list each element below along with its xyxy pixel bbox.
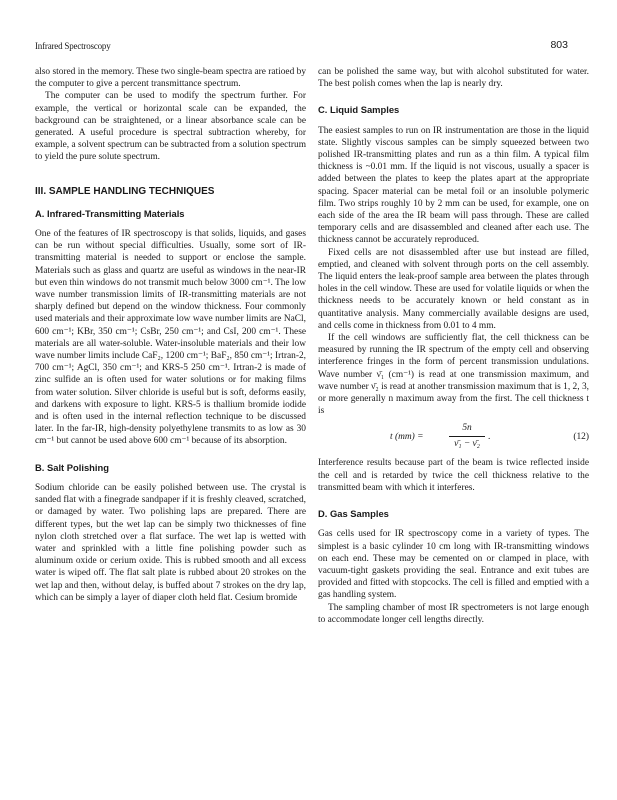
equation-label: (12) <box>573 432 589 443</box>
paragraph: also stored in the memory. These two single-beam spectra are ratioed by the computer to give a percent transmittance spectrum. <box>35 67 307 90</box>
paragraph: The easiest samples to run on IR instrumentation are those in the liquid state. Slightly viscous samples can be simply squeezed between two polished IR-transmitting plates and run as a thin film. A typical film thickness is ~0.01 mm. If the liquid is not viscous, usually a spacer is added between the plates to keep the plates apart at the appropriate spacing. Spacer material can be metal foil or an insoluble polymeric film. Two strips roughly 10 by 2 mm can be used, for example, one on each side of the area the IR beam will pass through. These are called temporary cells and are disassembled and cleaned after each use. The thickness cannot be accurately reproduced. <box>318 125 589 246</box>
paragraph: Fixed cells are not disassembled after use but instead are filled, emptied, and cleaned with solvent through ports on the cell assembly. The liquid enters the leak-proof sample area between the plates through holes in the cell window. These are used for volatile liquids or when the thickness needs to be accurately known or held constant as in quantitative analysis. Many commercially available designs are used, and cells come in thickness from 0.01 to 4 mm. <box>318 247 589 331</box>
subsection-heading: C. Liquid Samples <box>318 104 400 116</box>
right-column <box>318 66 589 626</box>
left-column <box>35 66 306 604</box>
paragraph: can be polished the same way, but with alcohol substituted for water. The best polish comes when the lap is nearly dry. <box>318 67 589 90</box>
paragraph: Sodium chloride can be easily polished between use. The crystal is sanded flat with a finegrade sandpaper if it is freshly cleaved, scratched, or damaged by water. Two polishing laps are prepared. There are different types, but the wet lap can be simply two thicknesses of fine nylon cloth stretched over a flat surface. The wet lap is wetted with water and sprinkled with a little fine polishing powder such as aluminum oxide or cerium oxide. This is rubbed smooth and all excess water is wiped off. The flat salt plate is rubbed about 20 strokes on the wet lap and then, without delay, is buffed about 7 strokes on the dry lap, which can be simply a layer of diaper cloth held flat. Cesium bromide <box>35 482 306 603</box>
equation-trailing: . <box>488 432 491 443</box>
page-number: 803 <box>550 39 568 51</box>
paragraph: Interference results because part of the beam is twice reflected inside the cell and is retarded by twice the cell thickness relative to the transmitted beam with which it interferes. <box>318 458 589 493</box>
paragraph: The sampling chamber of most IR spectrometers is not large enough to accommodate longer cell lengths directly. <box>318 602 589 625</box>
subsection-heading: D. Gas Samples <box>318 508 389 520</box>
paragraph: The computer can be used to modify the spectrum further. For example, the vertical or horizontal scale can be expanded, the background can be straightened, or a linear absorbance scale can be generated. A useful procedure is spectral subtraction whereby, for example, a solvent spectrum can be subtracted from a solution spectrum to yield the pure solute spectrum. <box>35 91 306 163</box>
paragraph: Gas cells used for IR spectroscopy come in a variety of types. The simplest is a basic cylinder 10 cm long with IR-transmitting windows on each end. These may be cemented on or clamped in place, with vacuum-tight gaskets providing the seal. Entrance and exit tubes are provided and fitted with stopcocks. The cell is filled and emptied with a gas handling system. <box>318 529 589 601</box>
equation-denominator: ν̄₁ − ν̄₂ <box>454 438 480 449</box>
equation-fraction <box>449 422 485 449</box>
section-heading: III. SAMPLE HANDLING TECHNIQUES <box>35 185 215 197</box>
running-title: Infrared Spectroscopy <box>35 41 111 51</box>
subsection-heading: B. Salt Polishing <box>35 461 109 473</box>
equation-numerator: 5n <box>462 423 472 434</box>
subsection-heading: A. Infrared-Transmitting Materials <box>35 207 185 219</box>
equation-12 <box>318 421 589 453</box>
equation-lhs: t (mm) = <box>390 432 424 443</box>
fraction-bar <box>449 436 485 437</box>
paragraph: One of the features of IR spectroscopy is that solids, liquids, and gases can be run without special difficulties. Usually, some sort of IR-transmitting material is needed to support or enclose the sample. Materials such as glass and quartz are useful as windows in the near-IR but even thin windows do not transmit much below 3000 cm⁻¹. The low wave number transmission limits of IR-transmitting materials are not sharply defined but depend on the window thickness. Four commonly used materials and their approximate low wave number limits are NaCl, 600 cm⁻¹; KBr, 350 cm⁻¹; CsBr, 250 cm⁻¹; and CsI, 200 cm⁻¹. These materials are all water-soluble. Water-insoluble materials and their low wave number limits include CaF₂, 1200 cm⁻¹; BaF₂, 850 cm⁻¹; Irtran-2, 700 cm⁻¹; AgCl, 350 cm⁻¹; and KRS-5 250 cm⁻¹. Irtran-2 is made of zinc sulfide an is often used for water solutions or for making films from water solution. Silver chloride is useful but is soft, deforms easily, and darkens with exposure to light. KRS-5 is thallium bromide iodide and is often used in the internal reflection technique to be discussed later. In the far-IR, high-density polyethylene transmits to as low as 30 cm⁻¹ but cannot be used above 600 cm⁻¹ because of its absorption. <box>35 229 306 447</box>
paragraph: If the cell windows are sufficiently flat, the cell thickness can be measured by running the IR spectrum of the empty cell and observing interference fringes in the form of percent transmission undulations. Wave number ν̄₁ (cm⁻¹) is read at one transmission maximum, and wave number ν̄₂ is read at another transmission maximum that is 1, 2, 3, or more generally n maximum away from the first. The cell thickness t is <box>318 333 589 417</box>
